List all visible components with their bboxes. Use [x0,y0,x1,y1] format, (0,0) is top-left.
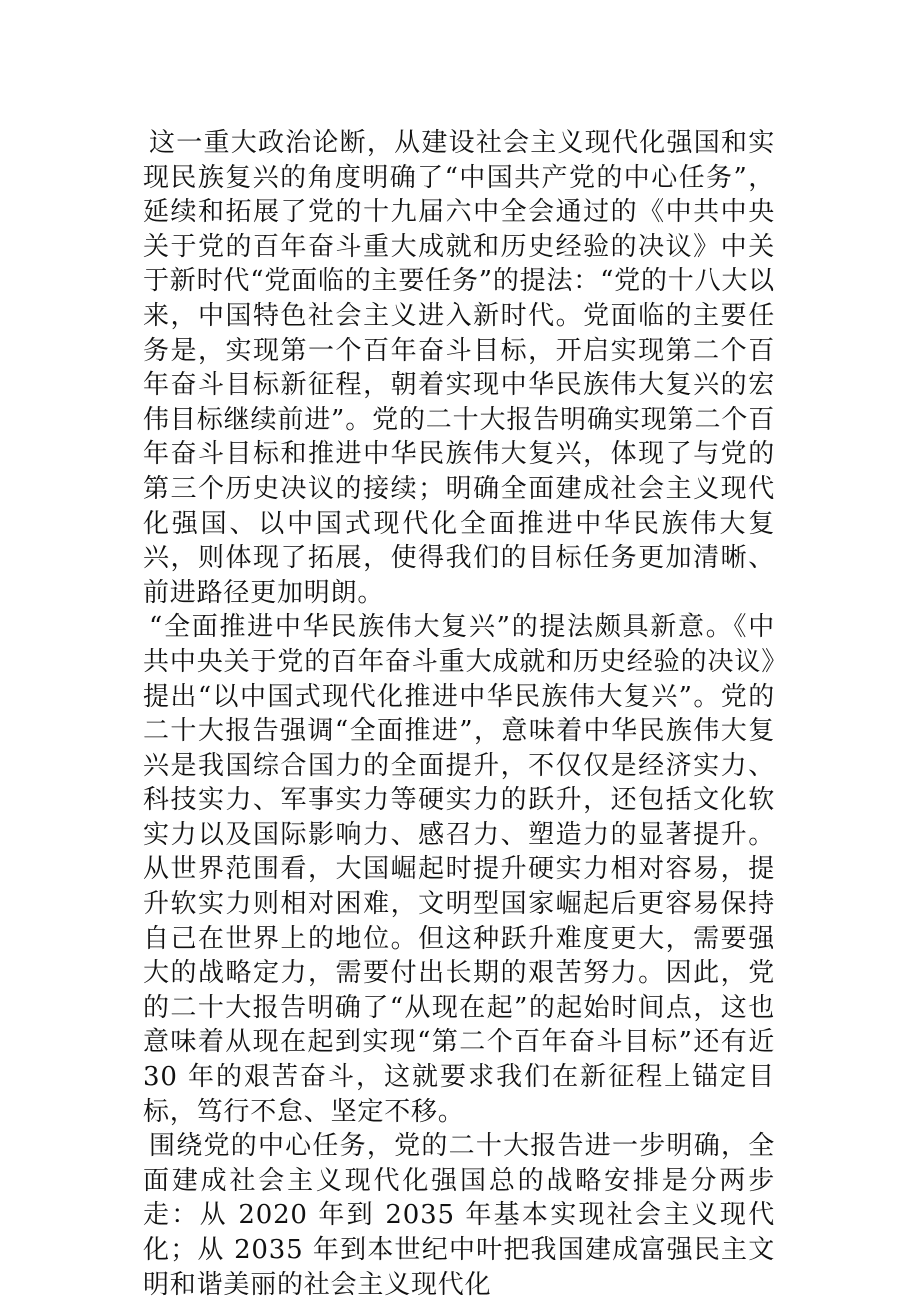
document-page [143,126,775,1302]
paragraph-1: 这一重大政治论断，从建设社会主义现代化强国和实现民族复兴的角度明确了“中国共产党的中心任务”，延续和拓展了党的十九届六中全会通过的《中共中央关于党的百年奋斗重大成就和历史经验的决议》中关于新时代“党面临的主要任务”的提法：“党的十八大以来，中国特色社会主义进入新时代。党面临的主要任务是，实现第一个百年奋斗目标，开启实现第二个百年奋斗目标新征程，朝着实现中华民族伟大复兴的宏伟目标继续前进”。党的二十大报告明确实现第二个百年奋斗目标和推进中华民族伟大复兴，体现了与党的第三个历史决议的接续；明确全面建成社会主义现代化强国、以中国式现代化全面推进中华民族伟大复兴，则体现了拓展，使得我们的目标任务更加清晰、前进路径更加明朗。 [143,128,775,608]
paragraph-2: “全面推进中华民族伟大复兴”的提法颇具新意。《中共中央关于党的百年奋斗重大成就和历史经验的决议》提出“以中国式现代化推进中华民族伟大复兴”。党的二十大报告强调“全面推进”，意味着中华民族伟大复兴是我国综合国力的全面提升，不仅仅是经济实力、科技实力、军事实力等硬实力的跃升，还包括文化软实力以及国际影响力、感召力、塑造力的显著提升。从世界范围看，大国崛起时提升硬实力相对容易，提升软实力则相对困难，文明型国家崛起后更容易保持自己在世界上的地位。但这种跃升难度更大，需要强大的战略定力，需要付出长期的艰苦努力。因此，党的二十大报告明确了“从现在起”的起始时间点，这也意味着从现在起到实现“第二个百年奋斗目标”还有近 30 年的艰苦奋斗，这就要求我们在新征程上锚定目标，笃行不怠、坚定不移。 [143,612,775,1127]
paragraph-3: 围绕党的中心任务，党的二十大报告进一步明确，全面建成社会主义现代化强国总的战略安排是分两步走：从 2020 年到 2035 年基本实现社会主义现代化；从 2035 年到本世纪中叶把我国建成富强民主文明和谐美丽的社会主义现代化 [143,1131,775,1300]
